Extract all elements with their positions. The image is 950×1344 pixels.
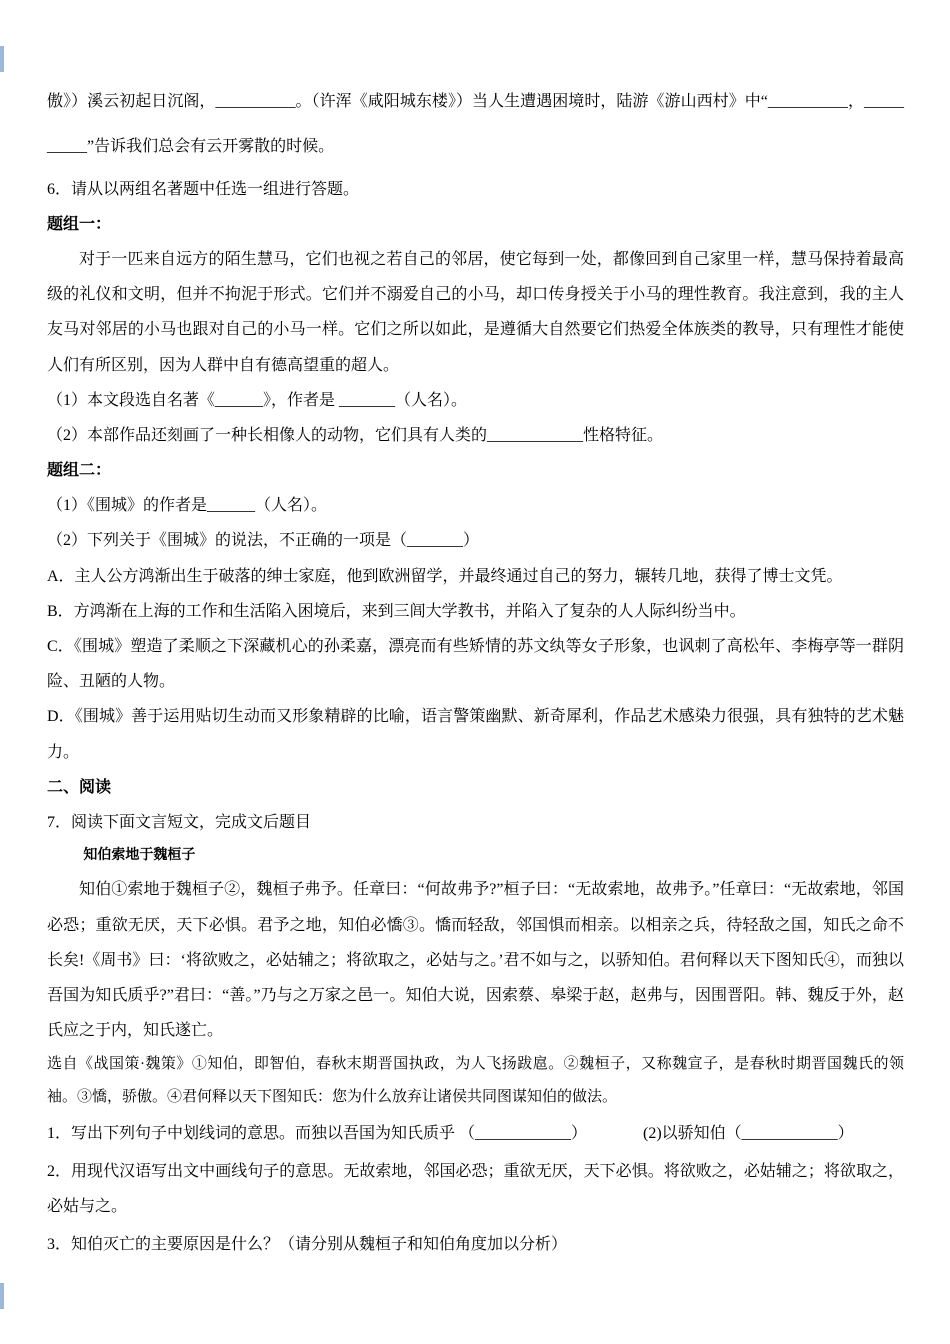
section-2-heading: 二、阅读: [47, 778, 112, 796]
question-6-stem: 6．请从以两组名著题中任选一组进行答题。: [47, 180, 360, 198]
classical-passage-title: 知伯索地于魏桓子: [83, 848, 196, 864]
question-7-sub-2: 2．用现代汉语写出文中画线句子的意思。无故索地，邻国必恐；重欲无厌，天下必惧。将欲败之，必姑辅之；将欲取之，必姑与之。: [47, 1162, 904, 1216]
option-a: A．主人公方鸿渐出生于破落的绅士家庭，他到欧洲留学，并最终通过自己的努力，辗转几地，获得了博士文凭。: [47, 567, 843, 585]
group-1-item-1: （1）本文段选自名著《______》，作者是 _______（人名）。: [47, 391, 468, 409]
option-b: B．方鸿渐在上海的工作和生活陷入困境后，来到三闾大学教书，并陷入了复杂的人人际纠纷当中。: [47, 602, 746, 620]
question-7-sub-3: 3．知伯灭亡的主要原因是什么？（请分别从魏桓子和知伯角度加以分析）: [47, 1236, 568, 1254]
group-1-passage: 对于一匹来自远方的陌生慧马，它们也视之若自己的邻居，使它每到一处，都像回到自己家里一样，慧马保持着最高级的礼仪和文明，但并不拘泥于形式。它们并不溺爱自己的小马，却口传身授关于小马的理性教育。我注意到，我的主人友马对邻居的小马也跟对自己的小马一样。它们之所以如此，是遵循大自然要它们热爱全体族类的教导，只有理性才能使人们有所区别，因为人群中自有德高望重的超人。: [47, 250, 904, 374]
group-2-item-1: （1）《围城》的作者是______（人名）。: [47, 497, 328, 515]
classical-passage: 知伯①索地于魏桓子②，魏桓子弗予。任章曰：“何故弗予?”桓子曰：“无故索地，故弗予。”任章曰：“无故索地，邻国必恐；重欲无厌，天下必惧。君予之地，知伯必憍③。憍而轻敌，邻国惧而相亲。以相亲之兵，待轻敌之国，知氏之命不长矣!《周书》曰：‘将欲败之，必姑辅之；将欲取之，必姑与之。’君不如与之，以骄知伯。君何释以天下图知氏④，而独以吾国为知氏质乎?”君曰：“善。”乃与之万家之邑一。知伯大说，因索蔡、皋梁于赵，赵弗与，因围晋阳。韩、魏反于外，赵氏应之于内，知氏遂亡。: [47, 881, 904, 1040]
question-7-sub-1: 1．写出下列句子中划线词的意思。而独以吾国为知氏质乎 （____________） (2)以骄知伯（____________）: [47, 1124, 854, 1142]
page-edge-artifact-bottom: [0, 1283, 4, 1309]
page-edge-artifact-top: [0, 46, 4, 72]
group-1-item-2: （2）本部作品还刻画了一种长相像人的动物，它们具有人类的____________性格特征。: [47, 426, 664, 444]
group-2-heading: 题组二：: [47, 462, 112, 480]
group-2-item-2: （2）下列关于《围城》的说法，不正确的一项是（_______）: [47, 532, 480, 550]
option-c: C．《围城》塑造了柔顺之下深藏机心的孙柔嘉，漂亮而有些矫情的苏文纨等女子形象，也讽刺了高松年、李梅亭等一群阴险、丑陋的人物。: [47, 638, 904, 691]
option-d: D．《围城》善于运用贴切生动而又形象精辟的比喻，语言警策幽默、新奇犀利，作品艺术感染力很强，具有独特的艺术魅力。: [47, 708, 904, 761]
source-note: 选自《战国策·魏策》①知伯，即智伯，春秋末期晋国执政，为人飞扬跋扈。②魏桓子，又称魏宣子，是春秋时期晋国魏氏的领袖。③憍，骄傲。④君何释以天下图知氏：您为什么放弃让诸侯共同图谋知伯的做法。: [47, 1056, 904, 1105]
question-7-stem: 7．阅读下面文言短文，完成文后题目: [47, 813, 312, 831]
group-1-heading: 题组一：: [47, 215, 112, 233]
poem-completion-line: 傲》）溪云初起日沉阁，__________。（许浑《咸阳城东楼》）当人生遭遇困境时，陆游《游山西村》中“__________，__________”告诉我们总会有云开雾散的时候。: [47, 93, 904, 155]
